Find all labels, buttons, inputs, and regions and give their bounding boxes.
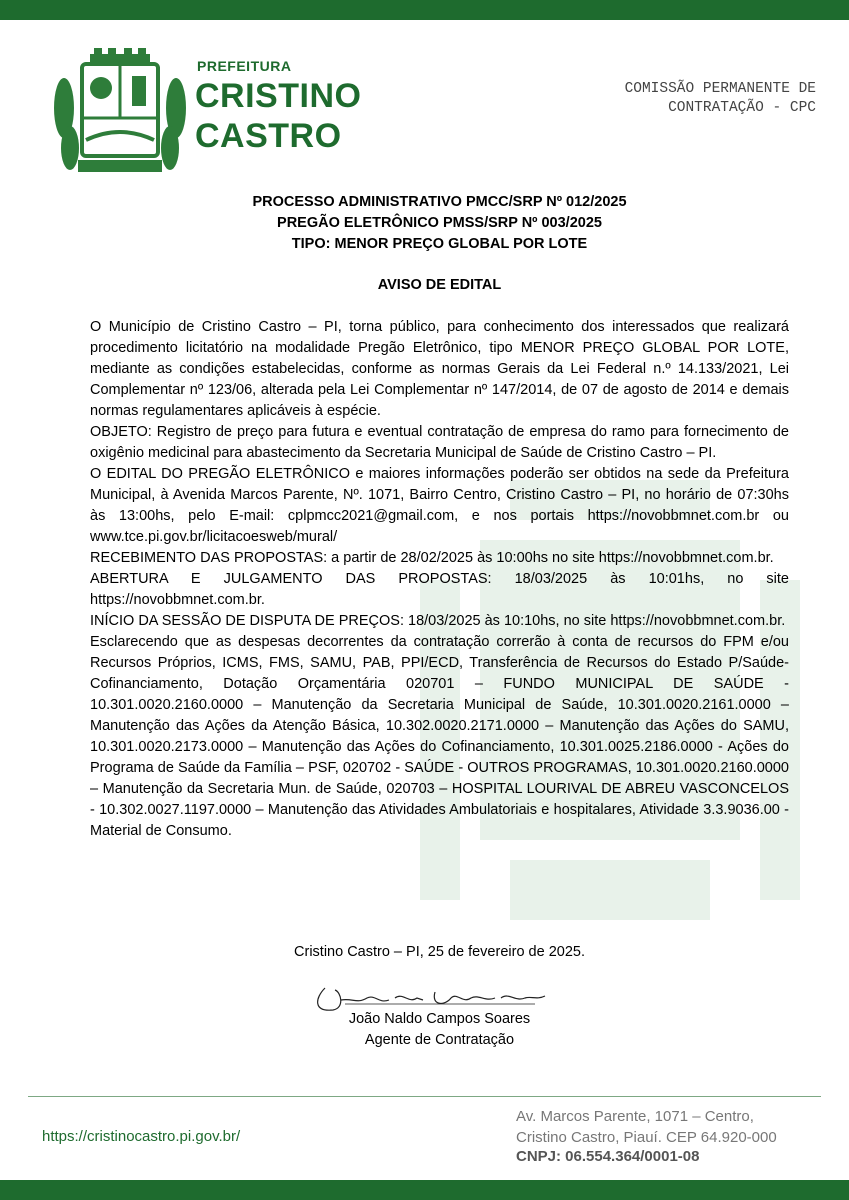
top-green-bar xyxy=(0,0,849,20)
footer-address xyxy=(516,1106,777,1148)
brand-subtitle: PREFEITURA xyxy=(197,58,292,74)
notice-body xyxy=(90,317,789,842)
heading-auction: PREGÃO ELETRÔNICO PMSS/SRP Nº 003/2025 xyxy=(277,215,602,231)
paragraph-budget: Esclarecendo que as despesas decorrentes da contratação correrão à conta de recursos do FPM e/ou Recursos Próprios, ICMS, FMS, SAMU, PAB, PPI/ECD, Transferência de Recursos do Estado P/Saúde-Cofinanciamento, Dotação Orçamentária 020701 – FUNDO MUNICIPAL DE SAÚDE - 10.301.0020.2160.0000 – Manutenção da Secretaria Municipal de Saúde, 10.301.0020.2161.0000 – Manutenção das Ações da Atenção Básica, 10.302.0020.2171.0000 – Manutenção das Ações do SAMU, 10.301.0020.2173.0000 – Manutenção das Ações do Cofinanciamento, 10.301.0025.2186.0000 - Ações do Programa de Saúde da Família – PSF, 020702 - SAÚDE - OUTROS PROGRAMAS, 10.301.0020.2160.0000 – Manutenção da Secretaria Mun. de Saúde, 020703 – HOSPITAL LOURIVAL DE ABREU VASCONCELOS - 10.302.0027.1197.0000 – Manutenção das Atividades Ambulatoriais e hospitalares, Atividade 3.3.9036.00 - Material de Consumo. xyxy=(90,634,789,839)
address-line1: Av. Marcos Parente, 1071 – Centro, xyxy=(516,1108,754,1125)
signer-role: Agente de Contratação xyxy=(364,1032,515,1048)
paragraph-object: OBJETO: Registro de preço para futura e eventual contratação de empresa do ramo para fornecimento de oxigênio medicinal para abastecimento da Secretaria Municipal de Saúde de Cristino Castro – PI. xyxy=(90,424,789,461)
signer-block xyxy=(0,1009,849,1051)
paragraph-proposals-receipt: RECEBIMENTO DAS PROPOSTAS: a partir de 28/02/2025 às 10:00hs no site https://novobbmnet.com.br. xyxy=(90,550,774,566)
paragraph-edital-info: O EDITAL DO PREGÃO ELETRÔNICO e maiores informações poderão ser obtidos na sede da Prefeitura Municipal, à Avenida Marcos Parente, Nº. 1071, Bairro Centro, Cristino Castro – PI, no horário de 07:30hs às 13:00hs, pelo E-mail: cplpmcc2021@gmail.com, e nos portais https://novobbmnet.com.br ou www.tce.pi.gov.br/licitacoesweb/mural/ xyxy=(90,466,789,545)
footer-cnpj: CNPJ: 06.554.364/0001-08 xyxy=(516,1148,700,1165)
heading-process: PROCESSO ADMINISTRATIVO PMCC/SRP Nº 012/2025 xyxy=(252,194,627,210)
heading-type: TIPO: MENOR PREÇO GLOBAL POR LOTE xyxy=(291,236,588,252)
notice-title: AVISO DE EDITAL xyxy=(377,277,502,293)
committee-line2: CONTRATAÇÃO - CPC xyxy=(668,100,816,116)
paragraph-proposals-opening: ABERTURA E JULGAMENTO DAS PROPOSTAS: 18/03/2025 às 10:01hs, no site https://novobbmnet.com.br. xyxy=(90,571,789,608)
paragraph-dispute-start: INÍCIO DA SESSÃO DE DISPUTA DE PREÇOS: 18/03/2025 às 10:10hs, no site https://novobbmnet.com.br. xyxy=(90,613,786,629)
process-headings xyxy=(0,192,849,255)
municipal-coat-of-arms-icon xyxy=(50,48,190,183)
address-line2: Cristino Castro, Piauí. CEP 64.920-000 xyxy=(516,1129,777,1146)
website-link[interactable]: https://cristinocastro.pi.gov.br/ xyxy=(42,1128,241,1145)
committee-line1: COMISSÃO PERMANENTE DE xyxy=(624,81,816,97)
letterhead xyxy=(0,20,849,180)
paragraph-intro: O Município de Cristino Castro – PI, torna público, para conhecimento dos interessados que realizará procedimento licitatório na modalidade Pregão Eletrônico, tipo MENOR PREÇO GLOBAL POR LOTE, mediante as condições estabelecidas, conforme as normas Gerais da Lei Federal n.º 14.133/2021, Lei Complementar nº 123/06, alterada pela Lei Complementar nº 147/2014, de 07 de agosto de 2014 e demais normas regulamentares aplicáveis à espécie. xyxy=(90,319,789,419)
brand-title-line2: CASTRO xyxy=(195,117,342,155)
committee-name xyxy=(625,80,816,118)
place-date: Cristino Castro – PI, 25 de fevereiro de 2025. xyxy=(294,944,585,960)
brand-title-line1: CRISTINO xyxy=(195,77,362,115)
signer-name: João Naldo Campos Soares xyxy=(348,1011,531,1027)
footer-divider xyxy=(28,1096,821,1097)
bottom-green-bar xyxy=(0,1180,849,1200)
